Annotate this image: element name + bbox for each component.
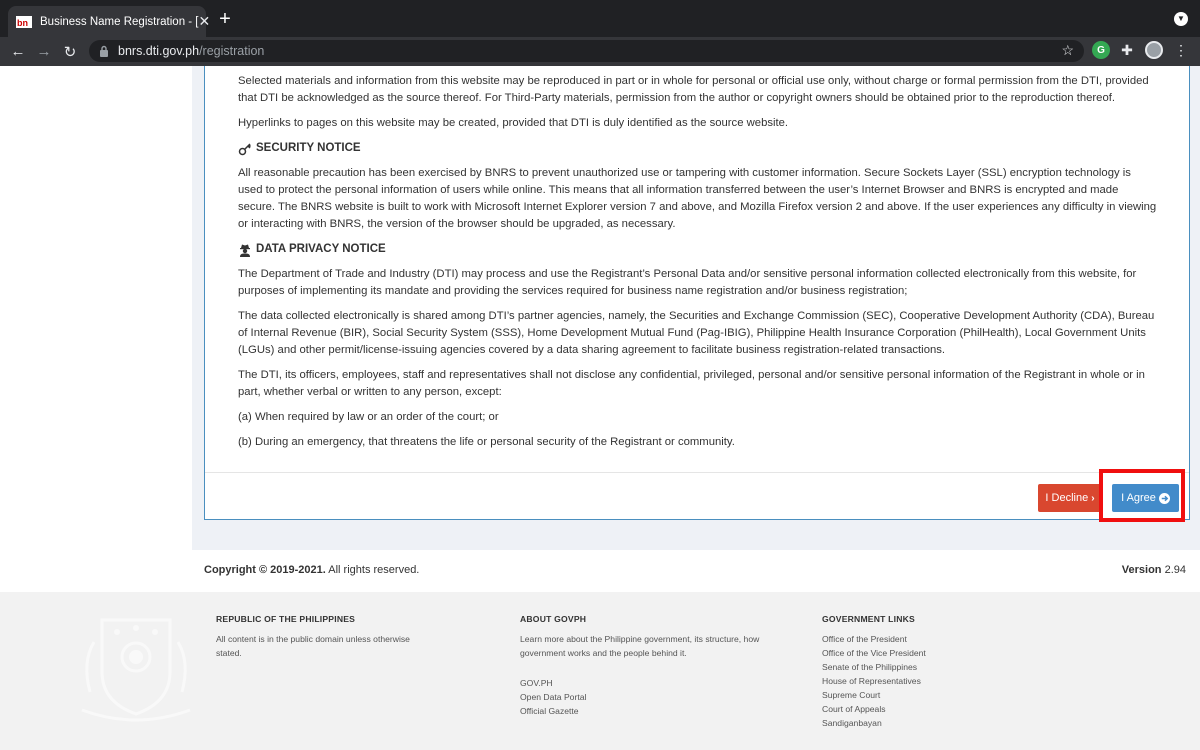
- key-icon: [238, 142, 252, 156]
- footer-col1-title: REPUBLIC OF THE PHILIPPINES: [216, 614, 356, 624]
- footer-col2-title: ABOUT GOVPH: [520, 614, 587, 624]
- footer-col3-title: GOVERNMENT LINKS: [822, 614, 915, 624]
- agree-highlight-box: [1099, 469, 1185, 522]
- terms-panel: [204, 66, 1190, 520]
- footer-column-about: [520, 612, 760, 718]
- tab-search-icon[interactable]: ▼: [1174, 12, 1188, 26]
- tab-close-icon[interactable]: ✕: [198, 13, 211, 29]
- footer-link-govph[interactable]: GOV.PH: [520, 678, 553, 688]
- browser-tab-bar: [0, 0, 1200, 37]
- privacy-paragraph: The data collected electronically is shared among DTI’s partner agencies, namely, the Securities and Exchange Commission (SEC), Cooperative Development Authority (CDA), Bureau of Internal Revenue (BIR), Social Security System (SSS), Home Development Mutual Fund (Pag-IBIG), Philippine Health Insurance Corporation (PhilHealth), Local Government Units (LGUs) and other permit/license-issuing agencies covered by a data sharing agreement to facilitate business registration-related transactions.: [238, 310, 1155, 356]
- security-heading-text: SECURITY NOTICE: [256, 142, 361, 154]
- browser-tab[interactable]: [8, 6, 211, 37]
- privacy-exception-b: (b) During an emergency, that threatens the life or personal security of the Registrant or community.: [238, 436, 735, 448]
- footer-link-president[interactable]: Office of the President: [822, 634, 907, 644]
- user-secret-icon: [238, 243, 252, 257]
- footer-col1-text: All content is in the public domain unless otherwise stated.: [216, 634, 410, 658]
- govph-footer: [0, 592, 1200, 750]
- new-tab-button[interactable]: +: [219, 8, 231, 30]
- security-notice-heading: [238, 140, 1158, 157]
- lock-icon: [99, 45, 109, 57]
- svg-text:bn: bn: [17, 17, 28, 28]
- chevron-right-icon: ›: [1091, 492, 1095, 504]
- philippine-seal-icon: [72, 602, 200, 730]
- footer-column-links: [822, 612, 1022, 730]
- dti-favicon-icon: [16, 14, 32, 30]
- agree-label: I Agree: [1121, 492, 1156, 504]
- footer-link-open-data[interactable]: Open Data Portal: [520, 692, 587, 702]
- grammarly-extension-icon[interactable]: G: [1092, 41, 1110, 59]
- back-arrow-icon[interactable]: ←: [10, 43, 26, 60]
- footer-link-house[interactable]: House of Representatives: [822, 676, 921, 686]
- reproduction-paragraph: Selected materials and information from this website may be reproduced in part or in whole for personal or official use only, without charge or formal permission from the DTI, provided that DTI be acknowledged as the source thereof. For Third-Party materials, permission from the author or copyright owners should be obtained prior to the reproduction thereof.: [238, 75, 1149, 104]
- footer-column-republic: [216, 612, 426, 660]
- footer-col2-text: Learn more about the Philippine government, its structure, how government works and the people behind it.: [520, 634, 760, 658]
- footer-link-court-of-appeals[interactable]: Court of Appeals: [822, 704, 886, 714]
- address-bar[interactable]: [89, 40, 1084, 62]
- copyright-bar: [0, 550, 1200, 592]
- copyright-text: Copyright © 2019-2021. All rights reserved.: [204, 564, 420, 576]
- privacy-heading-text: DATA PRIVACY NOTICE: [256, 243, 386, 255]
- tab-title: Business Name Registration - [: [40, 15, 199, 28]
- decline-label: I Decline: [1045, 492, 1089, 504]
- footer-link-vice-president[interactable]: Office of the Vice President: [822, 648, 926, 658]
- security-paragraph: All reasonable precaution has been exercised by BNRS to prevent unauthorized use or tampering with customer information. Secure Sockets Layer (SSL) encryption technology is used to protect the personal information of users while online. This means that all information transferred between the user’s Internet Browser and BNRS is encrypted and made secure. The BNRS website is built to work with Microsoft Internet Explorer version 7 and above, and Mozilla Firefox version 2 and above. If the user experiences any difficulty in viewing or interacting with BNRS, the version of the browser should be upgraded, as necessary.: [238, 167, 1157, 230]
- footer-link-gazette[interactable]: Official Gazette: [520, 706, 579, 716]
- footer-link-sandiganbayan[interactable]: Sandiganbayan: [822, 718, 882, 728]
- privacy-exception-a: (a) When required by law or an order of the court; or: [238, 411, 499, 423]
- url-path: /registration: [199, 44, 265, 58]
- extensions-puzzle-icon[interactable]: ✚: [1121, 41, 1133, 58]
- privacy-notice-heading: [238, 241, 1158, 258]
- footer-link-senate[interactable]: Senate of the Philippines: [822, 662, 918, 672]
- hyperlink-paragraph: Hyperlinks to pages on this website may be created, provided that DTI is duly identified as the source website.: [238, 117, 789, 129]
- browser-menu-icon[interactable]: ⋮: [1174, 41, 1188, 58]
- profile-avatar[interactable]: [1145, 41, 1163, 59]
- bookmark-star-icon[interactable]: ☆: [1061, 42, 1074, 58]
- decline-button[interactable]: [1038, 484, 1102, 512]
- terms-content: [238, 73, 1158, 459]
- privacy-paragraph: The Department of Trade and Industry (DTI) may process and use the Registrant’s Personal Data and/or sensitive personal information collected electronically from this website, for purposes of implementing its mandate and providing the services required for business name registration and/or business registration;: [238, 268, 1137, 297]
- reload-icon[interactable]: ↻: [63, 43, 77, 61]
- url-host: bnrs.dti.gov.ph: [118, 44, 200, 58]
- footer-link-supreme-court[interactable]: Supreme Court: [822, 690, 881, 700]
- privacy-paragraph: The DTI, its officers, employees, staff and representatives shall not disclose any confidential, privileged, personal and/or sensitive personal information of the Registrant in whole or in part, whether verbal or written to any person, except:: [238, 369, 1145, 398]
- panel-divider: [205, 472, 1189, 473]
- forward-arrow-icon[interactable]: →: [36, 43, 52, 60]
- version-text: Version 2.94: [1121, 564, 1186, 576]
